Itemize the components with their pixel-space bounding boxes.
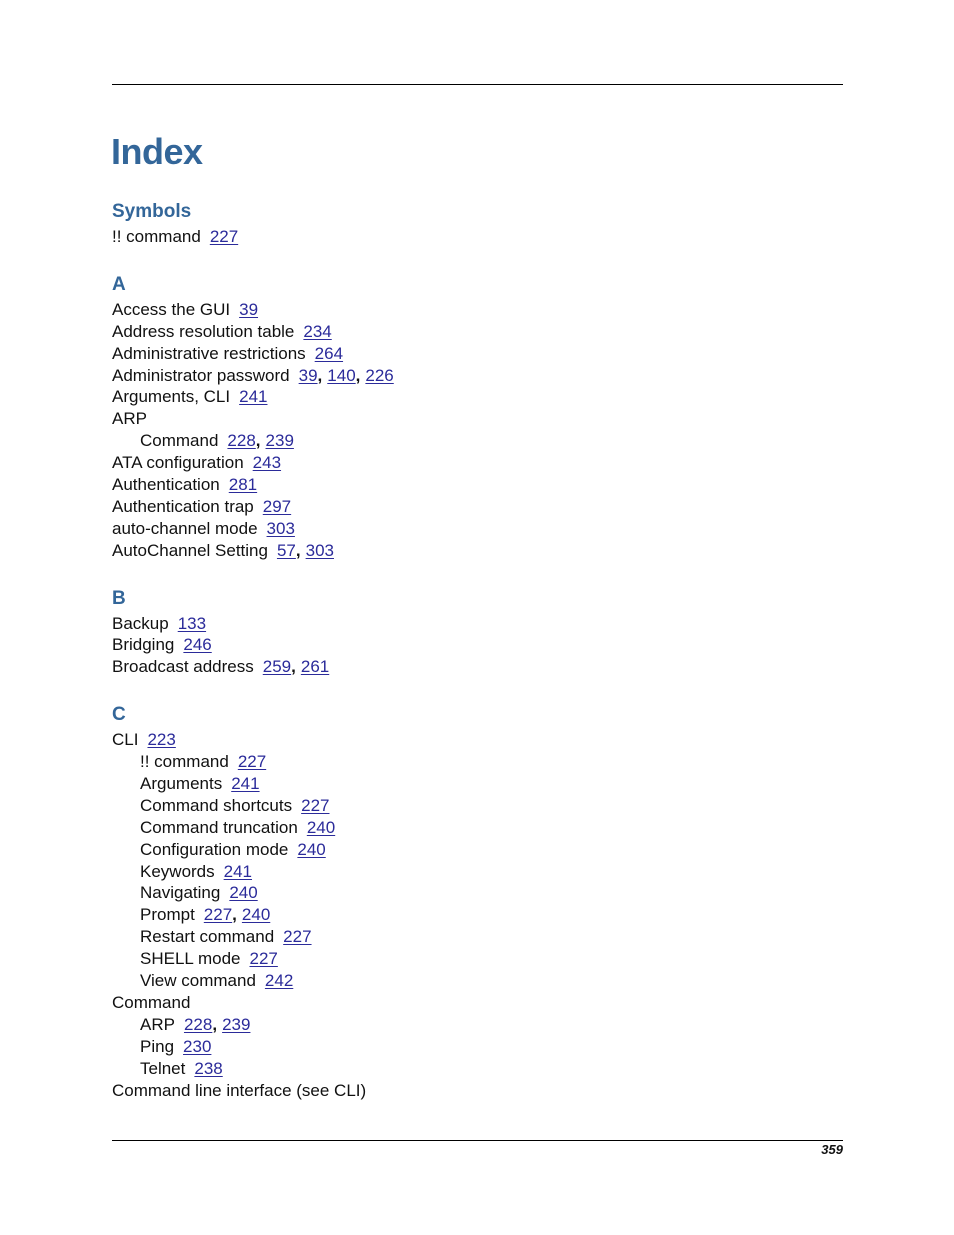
index-term: Authentication <box>112 475 220 495</box>
index-section <box>112 699 843 1101</box>
index-subentry <box>112 1036 843 1058</box>
index-term: Keywords <box>140 861 215 881</box>
page-ref-separator: , <box>317 365 323 385</box>
index-entry <box>112 518 843 540</box>
page-ref-link[interactable]: 281 <box>228 475 258 495</box>
page-ref-link[interactable]: 133 <box>177 613 207 633</box>
index-subentry <box>112 970 843 992</box>
page-ref-link[interactable]: 303 <box>266 518 295 538</box>
index-term: auto-channel mode <box>112 518 258 538</box>
index-entry <box>112 729 843 751</box>
page-ref-link[interactable]: 140 <box>327 365 356 385</box>
footer-rule <box>112 1140 843 1141</box>
index-term: ARP <box>140 1014 175 1034</box>
index-subentry <box>112 861 843 883</box>
index-subentry <box>112 795 843 817</box>
index-term: Backup <box>112 613 169 633</box>
page-ref-separator: , <box>255 431 261 451</box>
index-subentry <box>112 1058 843 1080</box>
index-entry <box>112 321 843 343</box>
page-ref-separator: , <box>212 1014 218 1034</box>
page-ref-link[interactable]: 238 <box>194 1058 223 1078</box>
index-subentry <box>112 839 843 861</box>
header-rule <box>112 84 843 85</box>
index-entry <box>112 452 843 474</box>
index-entry <box>112 496 843 518</box>
page-ref-link[interactable]: 228 <box>227 431 256 451</box>
index-body <box>112 196 843 1101</box>
index-term: Administrator password <box>112 365 290 385</box>
page-ref-link[interactable]: 242 <box>264 971 294 991</box>
index-term: Access the GUI <box>112 299 231 319</box>
index-entry <box>112 343 843 365</box>
index-entry <box>112 634 843 656</box>
section-heading: Symbols <box>112 201 192 222</box>
index-term: Command line interface (see CLI) <box>112 1080 367 1100</box>
index-entry <box>112 613 843 635</box>
page-ref-link[interactable]: 261 <box>300 657 330 677</box>
index-term: ARP <box>112 409 147 429</box>
index-section <box>112 269 843 562</box>
index-term: Ping <box>140 1036 175 1056</box>
section-heading: B <box>112 587 126 609</box>
index-term: ATA configuration <box>112 453 244 473</box>
index-term: AutoChannel Setting <box>112 540 268 560</box>
page-ref-link[interactable]: 57 <box>276 540 296 560</box>
index-entry <box>112 540 843 562</box>
index-term: Command truncation <box>140 817 298 837</box>
page-ref-link[interactable]: 227 <box>301 795 330 815</box>
index-subentry <box>112 773 843 795</box>
index-term: Administrative restrictions <box>112 343 306 363</box>
index-entry <box>112 386 843 408</box>
index-term: Bridging <box>112 635 175 655</box>
index-subentry <box>112 948 843 970</box>
index-term: Navigating <box>140 883 221 903</box>
page-ref-link[interactable]: 241 <box>223 861 253 881</box>
page-ref-link[interactable]: 230 <box>183 1036 212 1056</box>
index-term: Command <box>112 992 191 1012</box>
section-heading: A <box>112 273 126 295</box>
index-term: Command shortcuts <box>140 795 293 815</box>
page-ref-separator: , <box>232 905 237 925</box>
page-ref-link[interactable]: 227 <box>209 227 239 246</box>
page-ref-link[interactable]: 39 <box>298 365 318 385</box>
index-entry <box>112 299 843 321</box>
index-subentry <box>112 817 843 839</box>
index-term: SHELL mode <box>140 949 241 969</box>
page-title: Index <box>111 131 203 172</box>
index-entry <box>112 408 843 430</box>
page-ref-separator: , <box>355 365 361 385</box>
index-term: Address resolution table <box>112 321 295 341</box>
index-term: Arguments, CLI <box>112 387 231 407</box>
page-ref-link[interactable]: 239 <box>222 1014 251 1034</box>
page-ref-separator: , <box>291 657 296 677</box>
index-term: View command <box>140 971 256 991</box>
index-term: Authentication trap <box>112 496 254 516</box>
index-term: Telnet <box>140 1058 186 1078</box>
index-subentry <box>112 751 843 773</box>
page-ref-link[interactable]: 234 <box>303 321 332 341</box>
index-entry <box>112 1080 843 1102</box>
page-ref-link[interactable]: 227 <box>249 949 278 969</box>
page-ref-separator: , <box>295 540 301 560</box>
index-section <box>112 196 843 248</box>
page-ref-link[interactable]: 227 <box>283 927 312 947</box>
index-entry <box>112 365 843 387</box>
index-term: Configuration mode <box>140 839 289 859</box>
index-term: Restart command <box>140 927 275 947</box>
page-ref-link[interactable]: 259 <box>262 657 292 677</box>
page-ref-link[interactable]: 303 <box>305 540 334 560</box>
page-ref-link[interactable]: 223 <box>147 730 176 750</box>
section-heading: C <box>112 704 126 726</box>
page-ref-link[interactable]: 39 <box>239 299 259 319</box>
index-section <box>112 583 843 679</box>
page-ref-link[interactable]: 240 <box>297 839 326 859</box>
page-ref-link[interactable]: 227 <box>237 752 267 772</box>
page-ref-link[interactable]: 243 <box>252 453 282 473</box>
page-ref-link[interactable]: 246 <box>183 635 212 655</box>
page-ref-link[interactable]: 264 <box>314 343 344 363</box>
page-ref-link[interactable]: 239 <box>265 431 294 451</box>
index-entry <box>112 656 843 678</box>
page-ref-link[interactable]: 240 <box>306 817 336 837</box>
page-ref-link[interactable]: 240 <box>241 905 271 925</box>
index-subentry <box>112 926 843 948</box>
index-term: !! command <box>140 752 229 772</box>
index-term: CLI <box>112 730 139 750</box>
index-subentry <box>112 882 843 904</box>
index-subentry <box>112 1014 843 1036</box>
page-ref-link[interactable]: 241 <box>231 774 260 794</box>
index-term: Command <box>140 431 219 451</box>
page-ref-link[interactable]: 227 <box>203 905 233 925</box>
page-ref-link[interactable]: 241 <box>239 387 268 407</box>
page-ref-link[interactable]: 297 <box>262 496 292 516</box>
index-subentry <box>112 904 843 926</box>
page-ref-link[interactable]: 228 <box>183 1014 213 1034</box>
index-term: Prompt <box>140 905 195 925</box>
index-term: !! command <box>112 227 201 246</box>
index-term: Broadcast address <box>112 657 254 677</box>
page-ref-link[interactable]: 240 <box>229 883 258 903</box>
index-entry <box>112 226 843 248</box>
index-entry <box>112 474 843 496</box>
index-subentry <box>112 430 843 452</box>
index-term: Arguments <box>140 774 223 794</box>
page-ref-link[interactable]: 226 <box>365 365 394 385</box>
index-entry <box>112 992 843 1014</box>
page-number: 359 <box>821 1142 843 1157</box>
